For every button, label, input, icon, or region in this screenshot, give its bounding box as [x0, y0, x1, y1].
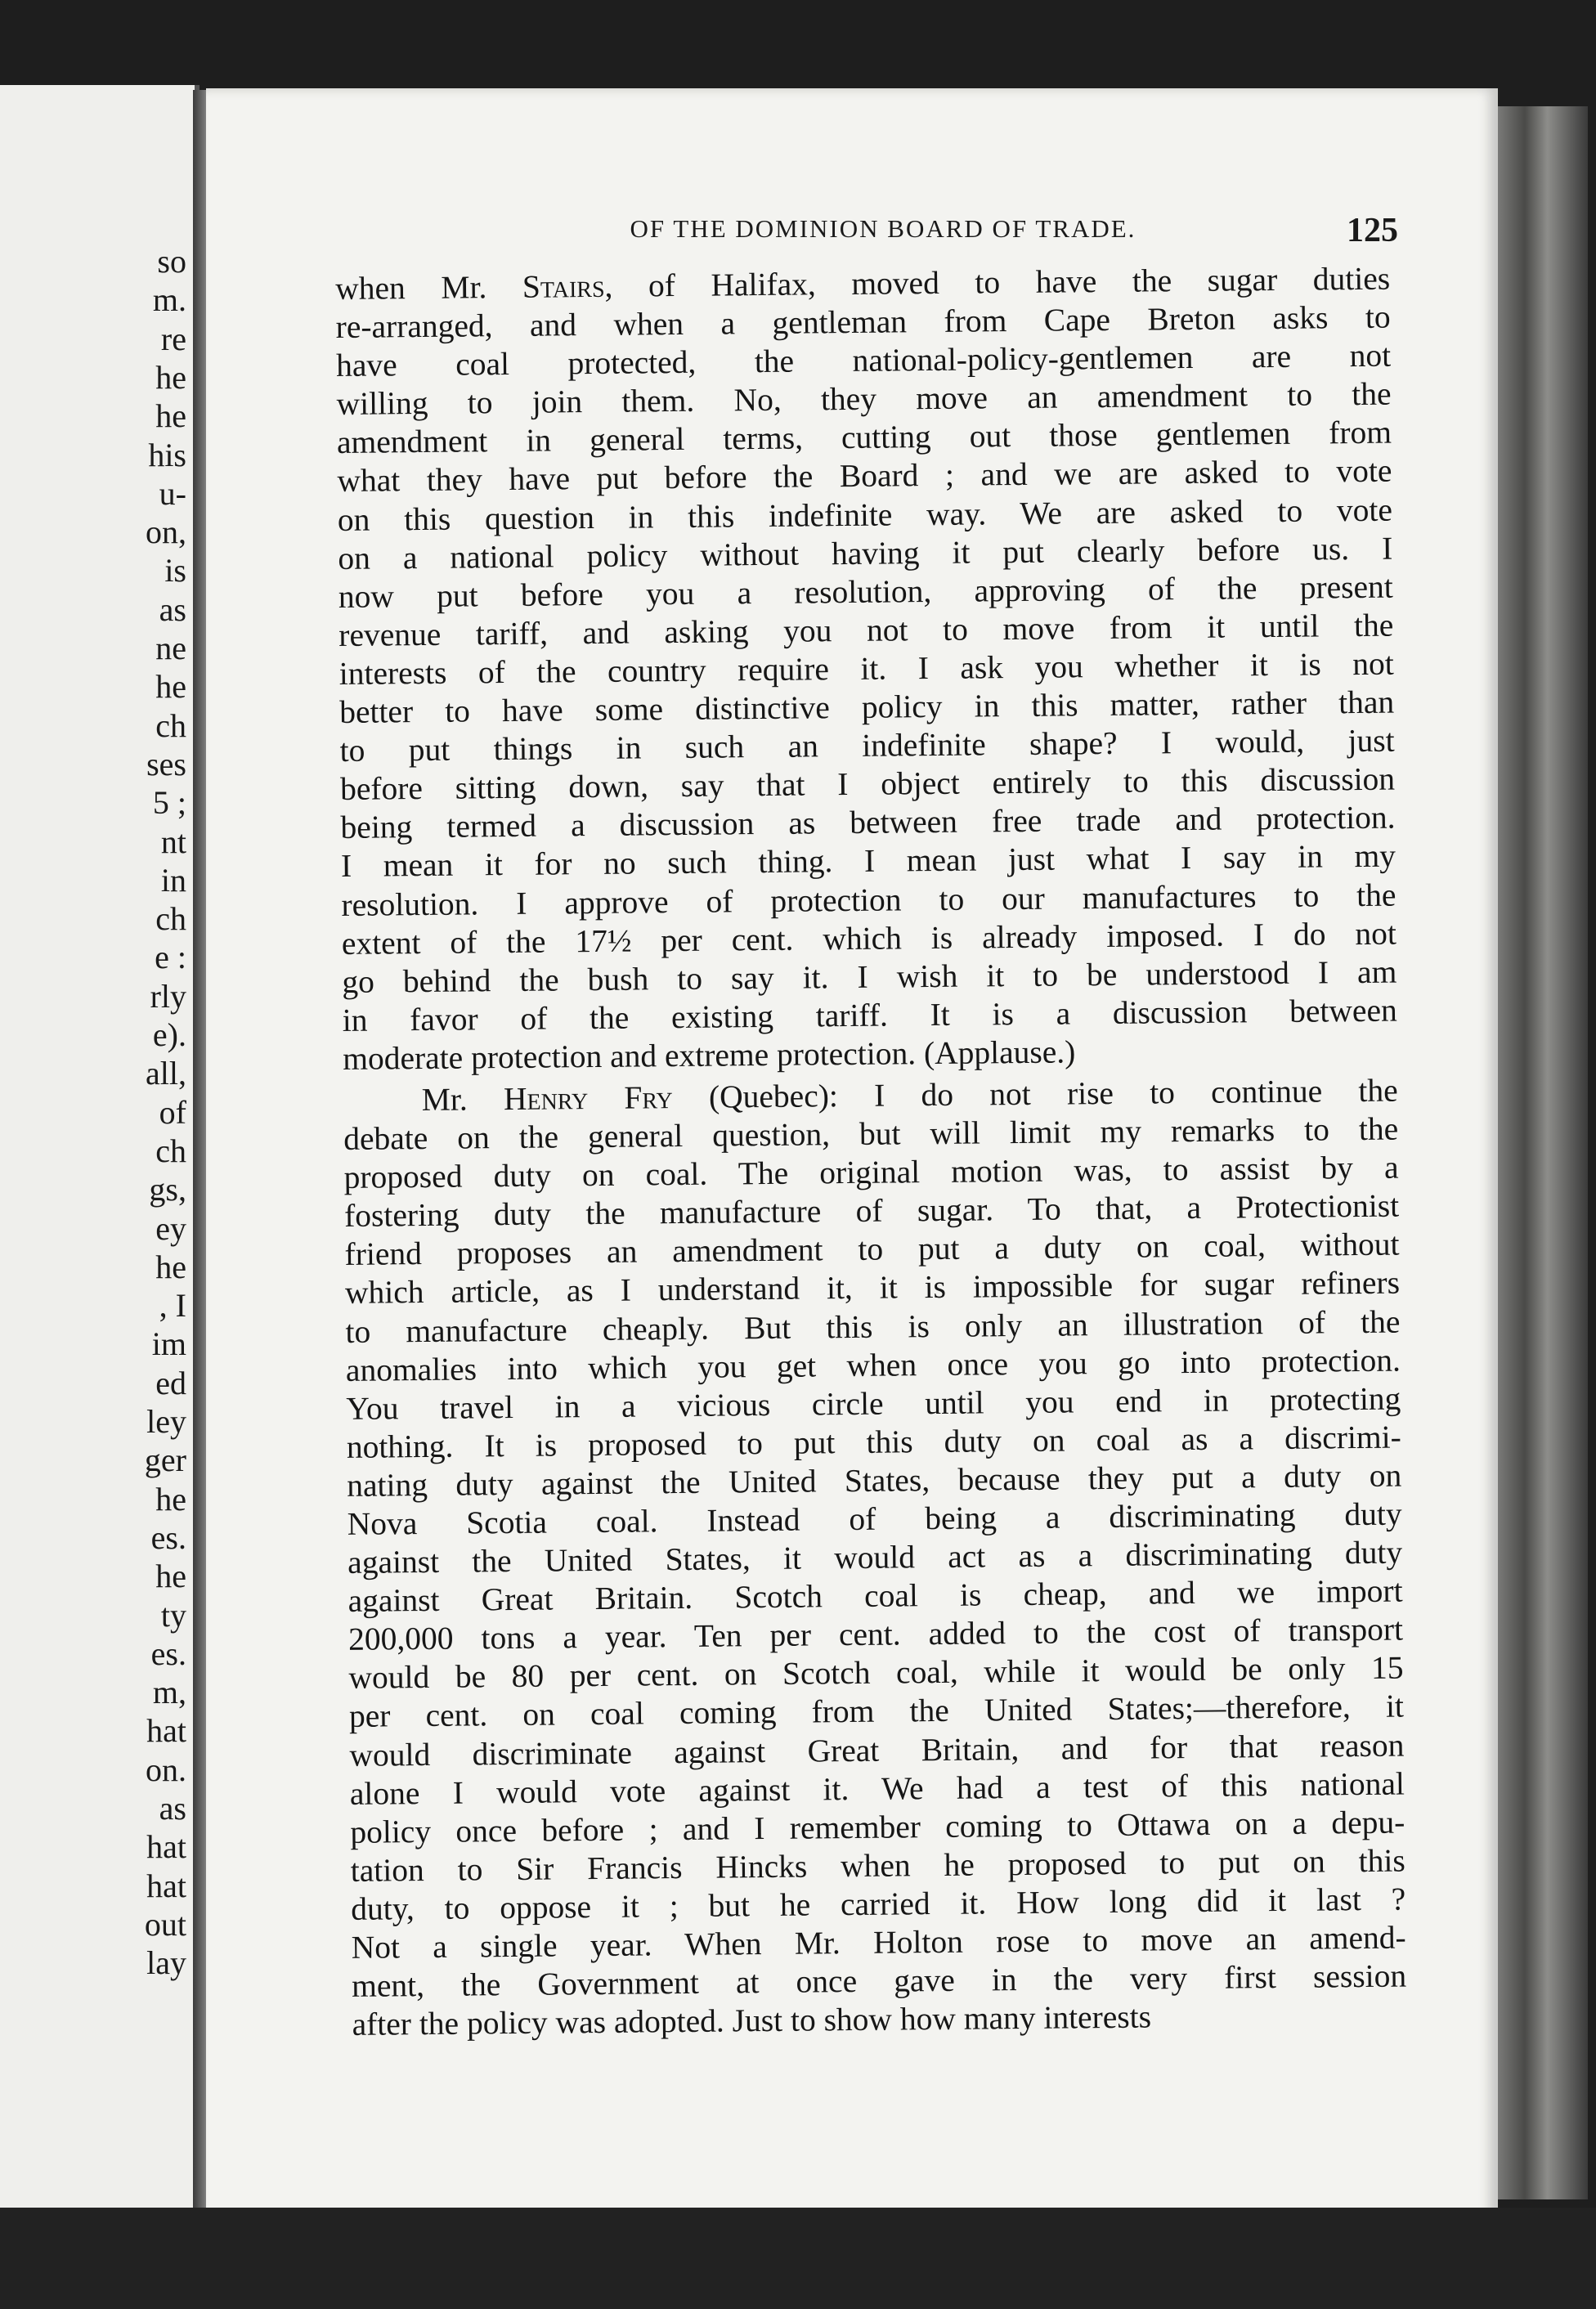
text-run: what they have put before the Board ; and we are asked to vote: [337, 453, 1392, 500]
left-page-fragment: hat: [146, 1828, 186, 1866]
text-run: would discriminate against Great Britain, and for that reason: [349, 1727, 1405, 1773]
text-run: I mean it for no such thing. I mean just what I say in my: [340, 837, 1396, 885]
left-page-fragment: u-: [159, 474, 186, 512]
left-page-fragment: 5 ;: [152, 784, 186, 822]
text-run: ment, the Government at once gave in the very first session: [351, 1957, 1407, 2005]
text-run: to put things in such an indefinite shape? I would, just: [339, 722, 1395, 769]
text-run: have coal protected, the national-policy-gentlemen are not: [335, 337, 1392, 384]
text-run: when Mr.: [335, 268, 523, 307]
left-page-fragment: he: [155, 668, 186, 706]
left-page-fragment: he: [155, 1248, 186, 1285]
text-run: fostering duty the manufacture of sugar. To that, a Protectionist: [343, 1187, 1400, 1235]
left-page-fragment: in: [160, 861, 186, 899]
text-run: You travel in a vicious circle until you end in protecting: [346, 1380, 1401, 1427]
left-page-fragment: hat: [146, 1867, 186, 1904]
text-run: alone I would vote against it. We had a test of this national: [349, 1765, 1405, 1812]
left-page-fragment: , I: [159, 1287, 186, 1325]
left-page-fragment: ey: [155, 1209, 186, 1247]
left-page-fragment: ses: [146, 745, 186, 782]
text-run: now put before you a resolution, approving of the present: [338, 568, 1393, 615]
text-run: debate on the general question, but will limit my remarks to the: [343, 1110, 1399, 1158]
left-page-fragment: ne: [155, 630, 186, 666]
text-run: friend proposes an amendment to put a duty on coal, without: [344, 1226, 1400, 1273]
text-run: being termed a discussion as between free trade and protection.: [340, 799, 1396, 846]
text-run: interests of the country require it. I ask you whether it is not: [338, 645, 1394, 692]
text-run: nothing. It is proposed to put this duty on coal as a discrimi-: [346, 1419, 1401, 1465]
left-page-fragment: ley: [146, 1403, 186, 1440]
paragraph-henry-fry-speech: [343, 1072, 1407, 2045]
left-page-fragment: he: [155, 1480, 186, 1518]
text-run: extent of the 17½ per cent. which is already imposed. I do not: [341, 915, 1397, 962]
left-page-fragment: on.: [146, 1751, 186, 1788]
text-run: better to have some distinctive policy in this matter, rather than: [338, 684, 1395, 731]
text-run: before sitting down, say that I object entirely to this discussion: [339, 760, 1396, 808]
left-page-fragment: m.: [152, 281, 186, 319]
text-run: (Quebec): I do not rise to continue the: [672, 1072, 1398, 1116]
left-page-fragment: he: [155, 1558, 186, 1595]
left-page-fragment: as: [159, 590, 186, 628]
left-page-fragment: hat: [146, 1712, 186, 1750]
text-run: Nova Scotia coal. Instead of being a discriminating duty: [347, 1495, 1402, 1542]
paragraph-stairs-speech: [335, 260, 1397, 1078]
text-run: on a national policy without having it put clearly before us. I: [338, 530, 1393, 576]
text-run: amendment in general terms, cutting out those gentlemen from: [336, 414, 1392, 461]
text-run: which article, as I understand it, it is impossible for sugar refiners: [344, 1264, 1401, 1311]
running-head: OF THE DOMINION BOARD OF TRADE.: [630, 214, 1136, 243]
left-page-fragment: his: [148, 436, 186, 473]
text-run: Not a single year. When Mr. Holton rose to move an amend-: [351, 1919, 1406, 1966]
left-page-fragment: ch: [155, 900, 186, 938]
left-page-fragment: es.: [150, 1634, 186, 1672]
text-run: go behind the bush to say it. I wish it to be understood I am: [342, 953, 1397, 1000]
body-text: [335, 260, 1407, 2045]
speaker-name: Henry Fry: [503, 1079, 673, 1118]
previous-page-edge: [0, 85, 200, 2211]
text-run: per cent. on coal coming from the United States;—therefore, it: [348, 1688, 1405, 1735]
text-run: moderate protection and extreme protection. (Applause.): [343, 1033, 1076, 1077]
left-page-fragment: he: [155, 397, 186, 435]
left-page-fragment: is: [164, 552, 186, 590]
text-run: re-arranged, and when a gentleman from Cape Breton asks to: [335, 298, 1391, 346]
left-page-fragment: ger: [144, 1441, 186, 1479]
left-page-fragment: ed: [155, 1364, 186, 1401]
left-page-fragment: all,: [146, 1055, 186, 1092]
left-page-fragment: rly: [150, 977, 186, 1015]
text-run: tation to Sir Francis Hincks when he proposed to put on this: [350, 1842, 1405, 1889]
text-run: , of Halifax, moved to have the sugar duties: [604, 260, 1391, 304]
left-page-fragment: on,: [146, 513, 186, 551]
page-number: 125: [1347, 212, 1398, 249]
left-page-fragment: as: [159, 1790, 186, 1827]
left-page-fragment: he: [155, 358, 186, 396]
left-page-fragment: out: [144, 1905, 186, 1943]
left-page-fragment: e :: [155, 939, 186, 976]
left-page-fragment: so: [157, 243, 186, 280]
left-page-fragment: re: [160, 320, 186, 357]
text-run: against Great Britain. Scotch coal is cheap, and we import: [347, 1572, 1403, 1620]
left-page-fragment: gs,: [149, 1171, 186, 1208]
left-page-fragment: ch: [155, 706, 186, 744]
text-run: duty, to oppose it ; but he carried it. How long did it last ?: [351, 1881, 1406, 1927]
text-run: after the policy was adopted. Just to show how many interests: [352, 1998, 1152, 2043]
left-page-fragment: m,: [152, 1674, 186, 1711]
text-run: anomalies into which you get when once you go into protection.: [345, 1342, 1401, 1388]
left-page-fragment: of: [159, 1093, 186, 1131]
speaker-name: Stairs: [522, 267, 605, 305]
text-run: to manufacture cheaply. But this is only an illustration of the: [345, 1303, 1401, 1350]
left-page-fragment: im: [151, 1325, 186, 1363]
text-run: nating duty against the United States, because they put a duty on: [347, 1457, 1402, 1504]
scan-background: [0, 2208, 1596, 2309]
left-page-fragment: ch: [155, 1132, 186, 1169]
text-run: 200,000 tons a year. Ten per cent. added to the cost of transport: [347, 1611, 1404, 1658]
left-page-fragment: lay: [146, 1944, 186, 1982]
page-block-edge: [1498, 106, 1588, 2199]
text-run: against the United States, it would act as a discriminating duty: [347, 1534, 1403, 1581]
left-page-fragment: e).: [152, 1016, 186, 1053]
text-run: resolution. I approve of protection to our manufactures to the: [341, 877, 1396, 923]
text-run: proposed duty on coal. The original motion was, to assist by a: [343, 1149, 1399, 1196]
text-run: revenue tariff, and asking you not to move from it until the: [338, 607, 1394, 653]
text-run: would be 80 per cent. on Scotch coal, while it would be only 15: [348, 1649, 1404, 1697]
text-run: policy once before ; and I remember coming to Ottawa on a depu-: [350, 1804, 1405, 1850]
left-page-fragment: ty: [160, 1596, 186, 1634]
left-page-fragment: nt: [160, 823, 186, 860]
text-run: willing to join them. No, they move an amendment to the: [336, 375, 1392, 423]
text-run: Mr.: [421, 1081, 504, 1118]
text-run: on this question in this indefinite way. We are asked to vote: [337, 491, 1393, 538]
text-run: in favor of the existing tariff. It is a discussion between: [342, 992, 1397, 1038]
left-page-fragment: es.: [150, 1518, 186, 1556]
